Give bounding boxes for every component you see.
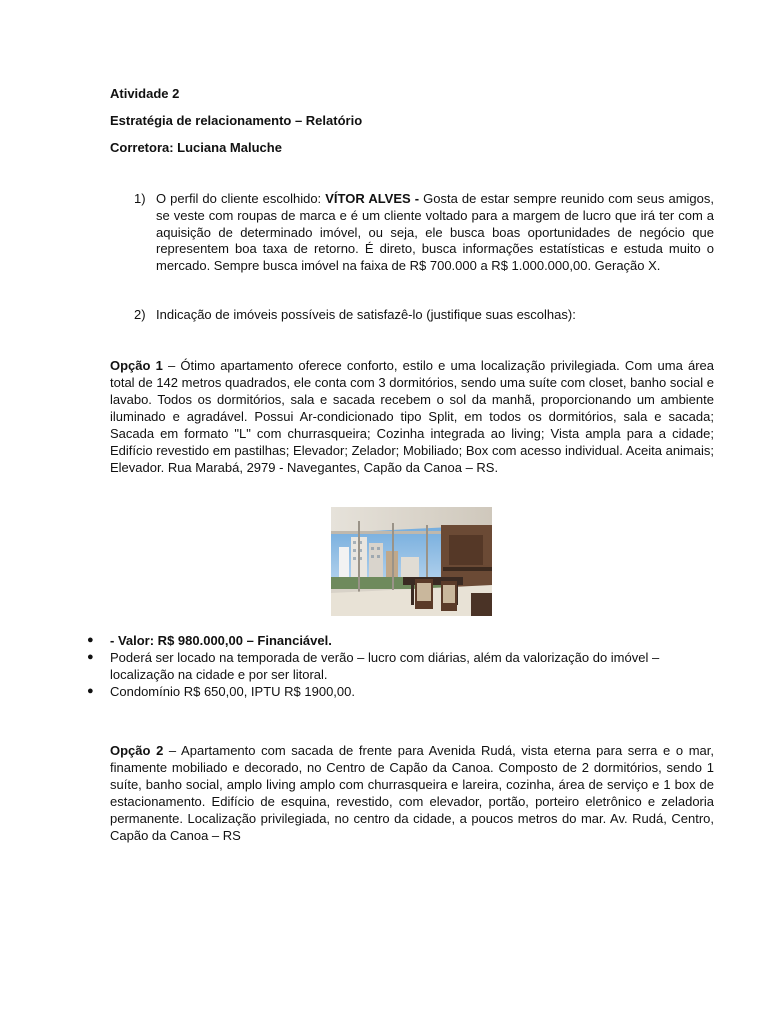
bullet-icon: ●: [87, 685, 94, 697]
option-2-label: Opção 2: [110, 743, 164, 758]
numbered-item-2: [110, 307, 714, 324]
option-2-paragraph: [110, 742, 714, 844]
profile-description: Gosta de estar sempre reunido com seus amigos, se veste com roupas de marca e é um cliente voltado para a margem de lucro que irá ter com a aquisição de determinado imóvel, ou seja, ele busca boas oportunidades de negócio que representem boa taxa de retorno. É direto, busca informações estatísticas e estuda muito o mercado. Sempre busca imóvel na faixa de R$ 700.000 a R$ 1.000.000,00. Geração X.: [156, 191, 714, 274]
broker-name: Corretora: Luciana Maluche: [110, 140, 282, 155]
bullet-icon: ●: [87, 634, 94, 646]
bullet-icon: ●: [87, 651, 94, 663]
list-item: [84, 683, 714, 700]
rental-note: Poderá ser locado na temporada de verão – lucro com diárias, além da valorização do imóvel – localização na cidade e por ser litoral.: [110, 650, 660, 682]
option-1-bullet-list: [84, 632, 714, 700]
list-item: [84, 632, 714, 649]
option-2-description: – Apartamento com sacada de frente para Avenida Rudá, vista eterna para serra e o mar, finamente mobiliado e decorado, no Centro de Capão da Canoa. Composto de 2 dormitórios, sendo 1 suíte, banho social, amplo living amplo com churrasqueira e lareira, cozinha, área de serviço e 1 box de estacionamento. Edifício de esquina, revestido, com elevador, portão, porteiro eletrônico e zeladoria permanente. Localização privilegiada, no centro da cidade, a poucos metros do mar. Av. Rudá, Centro, Capão da Canoa – RS: [110, 743, 715, 843]
profile-prefix: O perfil do cliente escolhido:: [156, 191, 326, 206]
option-1-label: Opção 1: [110, 358, 163, 373]
fees-note: Condomínio R$ 650,00, IPTU R$ 1900,00.: [110, 684, 355, 699]
item-number: 1): [134, 191, 146, 206]
item-number: 2): [134, 307, 146, 322]
indication-text: Indicação de imóveis possíveis de satisfazê-lo (justifique suas escolhas):: [156, 307, 576, 322]
activity-title: Atividade 2: [110, 86, 180, 101]
report-title: Estratégia de relacionamento – Relatório: [110, 113, 363, 128]
option-1-price: - Valor: R$ 980.000,00 – Financiável.: [110, 633, 332, 648]
numbered-item-1: [110, 191, 714, 275]
option-1-paragraph: [110, 357, 714, 476]
client-name: VÍTOR ALVES -: [325, 191, 420, 206]
client-profile-text: [156, 191, 714, 275]
list-item: [84, 649, 714, 683]
apartment-photo: [331, 507, 492, 616]
option-1-description: – Ótimo apartamento oferece conforto, estilo e uma localização privilegiada. Com uma área total de 142 metros quadrados, ele conta com 3 dormitórios, sendo uma suíte com closet, banho social e lavabo. Todos os dormitórios, sala e sacada recebem o sol da manhã, proporcionando um ambiente iluminado e agradável. Possui Ar-condicionado tipo Split, em todos os dormitórios, sala e sacada; Sacada em formato "L" com churrasqueira; Cozinha integrada ao living; Vista ampla para a cidade; Edifício revestido em pastilhas; Elevador; Zelador; Mobiliado; Box com acesso individual. Aceita animais; Elevador. Rua Marabá, 2979 - Navegantes, Capão da Canoa – RS.: [110, 358, 714, 475]
